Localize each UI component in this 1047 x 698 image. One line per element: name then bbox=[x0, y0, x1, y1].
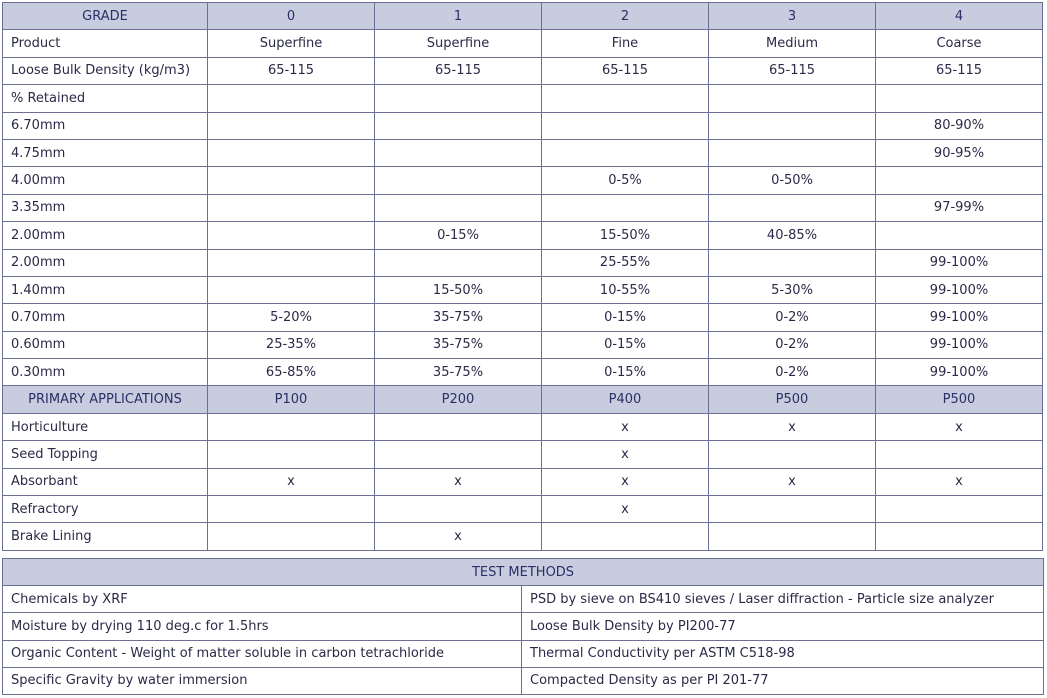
value-cell: x bbox=[876, 468, 1043, 495]
grade-table-body bbox=[3, 3, 1043, 551]
value-cell: x bbox=[542, 441, 709, 468]
test-method-row bbox=[3, 640, 1044, 667]
row-label: 0.70mm bbox=[3, 304, 208, 331]
header-cell: 1 bbox=[375, 3, 542, 30]
header-label: GRADE bbox=[3, 3, 208, 30]
header-cell: P500 bbox=[709, 386, 876, 413]
row-label: Horticulture bbox=[3, 413, 208, 440]
value-cell: 40-85% bbox=[709, 222, 876, 249]
grade-header-row bbox=[3, 3, 1043, 30]
header-cell: P500 bbox=[876, 386, 1043, 413]
value-cell bbox=[375, 112, 542, 139]
value-cell: 97-99% bbox=[876, 194, 1043, 221]
header-cell: P100 bbox=[208, 386, 375, 413]
value-cell: 65-115 bbox=[709, 57, 876, 84]
value-cell: x bbox=[375, 523, 542, 550]
row-label: Brake Lining bbox=[3, 523, 208, 550]
value-cell bbox=[375, 85, 542, 112]
value-cell: 5-30% bbox=[709, 276, 876, 303]
value-cell bbox=[375, 441, 542, 468]
test-method-cell: Loose Bulk Density by PI200-77 bbox=[522, 613, 1044, 640]
test-method-cell: Chemicals by XRF bbox=[3, 586, 522, 613]
value-cell: x bbox=[709, 413, 876, 440]
value-cell: 0-15% bbox=[542, 304, 709, 331]
value-cell: x bbox=[876, 413, 1043, 440]
header-label: PRIMARY APPLICATIONS bbox=[3, 386, 208, 413]
table-row bbox=[3, 167, 1043, 194]
value-cell bbox=[375, 167, 542, 194]
header-cell: P200 bbox=[375, 386, 542, 413]
row-label: Product bbox=[3, 30, 208, 57]
header-cell: 4 bbox=[876, 3, 1043, 30]
value-cell: 0-5% bbox=[542, 167, 709, 194]
test-method-row bbox=[3, 586, 1044, 613]
value-cell bbox=[709, 139, 876, 166]
value-cell bbox=[208, 222, 375, 249]
test-method-cell: Moisture by drying 110 deg.c for 1.5hrs bbox=[3, 613, 522, 640]
value-cell: 15-50% bbox=[542, 222, 709, 249]
value-cell: 65-115 bbox=[208, 57, 375, 84]
value-cell: 0-15% bbox=[375, 222, 542, 249]
test-method-cell: PSD by sieve on BS410 sieves / Laser diffraction - Particle size analyzer bbox=[522, 586, 1044, 613]
test-method-row bbox=[3, 613, 1044, 640]
value-cell bbox=[709, 249, 876, 276]
test-methods-body bbox=[3, 559, 1044, 695]
value-cell bbox=[709, 441, 876, 468]
header-cell: 3 bbox=[709, 3, 876, 30]
table-row bbox=[3, 331, 1043, 358]
table-row bbox=[3, 276, 1043, 303]
test-method-cell: Organic Content - Weight of matter soluble in carbon tetrachloride bbox=[3, 640, 522, 667]
value-cell bbox=[542, 194, 709, 221]
value-cell: Coarse bbox=[876, 30, 1043, 57]
test-methods-table bbox=[2, 558, 1044, 695]
value-cell: 25-35% bbox=[208, 331, 375, 358]
value-cell: 0-15% bbox=[542, 359, 709, 386]
value-cell: 15-50% bbox=[375, 276, 542, 303]
row-label: 1.40mm bbox=[3, 276, 208, 303]
table-row bbox=[3, 112, 1043, 139]
table-row bbox=[3, 222, 1043, 249]
table-row bbox=[3, 304, 1043, 331]
value-cell: 65-115 bbox=[876, 57, 1043, 84]
row-label: 2.00mm bbox=[3, 249, 208, 276]
value-cell bbox=[208, 276, 375, 303]
table-row bbox=[3, 194, 1043, 221]
value-cell bbox=[208, 441, 375, 468]
value-cell bbox=[375, 249, 542, 276]
value-cell: 80-90% bbox=[876, 112, 1043, 139]
value-cell bbox=[208, 249, 375, 276]
row-label: Refractory bbox=[3, 496, 208, 523]
test-method-cell: Thermal Conductivity per ASTM C518-98 bbox=[522, 640, 1044, 667]
value-cell: x bbox=[542, 413, 709, 440]
value-cell: Superfine bbox=[375, 30, 542, 57]
value-cell: 35-75% bbox=[375, 359, 542, 386]
value-cell: 35-75% bbox=[375, 331, 542, 358]
value-cell bbox=[876, 85, 1043, 112]
table-row bbox=[3, 249, 1043, 276]
table-row bbox=[3, 85, 1043, 112]
test-method-cell: Compacted Density as per PI 201-77 bbox=[522, 667, 1044, 694]
value-cell bbox=[208, 194, 375, 221]
value-cell: x bbox=[542, 468, 709, 495]
value-cell bbox=[876, 441, 1043, 468]
row-label: 6.70mm bbox=[3, 112, 208, 139]
value-cell: 0-2% bbox=[709, 331, 876, 358]
value-cell: 0-2% bbox=[709, 304, 876, 331]
value-cell bbox=[208, 523, 375, 550]
application-row bbox=[3, 496, 1043, 523]
value-cell: 0-15% bbox=[542, 331, 709, 358]
row-label: Seed Topping bbox=[3, 441, 208, 468]
value-cell bbox=[542, 85, 709, 112]
table-row bbox=[3, 30, 1043, 57]
value-cell: 99-100% bbox=[876, 276, 1043, 303]
row-label: Loose Bulk Density (kg/m3) bbox=[3, 57, 208, 84]
value-cell: 65-85% bbox=[208, 359, 375, 386]
table-row bbox=[3, 139, 1043, 166]
value-cell bbox=[876, 496, 1043, 523]
value-cell bbox=[375, 413, 542, 440]
table-row bbox=[3, 57, 1043, 84]
row-label: 2.00mm bbox=[3, 222, 208, 249]
value-cell: 99-100% bbox=[876, 249, 1043, 276]
value-cell: 0-2% bbox=[709, 359, 876, 386]
value-cell: x bbox=[709, 468, 876, 495]
value-cell bbox=[709, 112, 876, 139]
value-cell bbox=[876, 167, 1043, 194]
value-cell bbox=[542, 112, 709, 139]
header-cell: 2 bbox=[542, 3, 709, 30]
application-row bbox=[3, 468, 1043, 495]
value-cell bbox=[375, 194, 542, 221]
value-cell: 65-115 bbox=[542, 57, 709, 84]
value-cell bbox=[709, 496, 876, 523]
test-method-row bbox=[3, 667, 1044, 694]
value-cell: 99-100% bbox=[876, 331, 1043, 358]
row-label: 0.60mm bbox=[3, 331, 208, 358]
application-row bbox=[3, 413, 1043, 440]
test-methods-title: TEST METHODS bbox=[3, 559, 1044, 586]
value-cell bbox=[208, 167, 375, 194]
header-cell: 0 bbox=[208, 3, 375, 30]
application-row bbox=[3, 441, 1043, 468]
value-cell bbox=[208, 112, 375, 139]
row-label: % Retained bbox=[3, 85, 208, 112]
test-methods-header-row bbox=[3, 559, 1044, 586]
value-cell bbox=[375, 496, 542, 523]
value-cell: x bbox=[208, 468, 375, 495]
value-cell: x bbox=[542, 496, 709, 523]
row-label: 0.30mm bbox=[3, 359, 208, 386]
value-cell: x bbox=[375, 468, 542, 495]
row-label: Absorbant bbox=[3, 468, 208, 495]
grade-table bbox=[2, 2, 1043, 551]
value-cell bbox=[208, 413, 375, 440]
header-cell: P400 bbox=[542, 386, 709, 413]
value-cell bbox=[542, 139, 709, 166]
value-cell: Fine bbox=[542, 30, 709, 57]
value-cell bbox=[709, 194, 876, 221]
value-cell bbox=[876, 523, 1043, 550]
value-cell bbox=[375, 139, 542, 166]
value-cell bbox=[876, 222, 1043, 249]
value-cell: Superfine bbox=[208, 30, 375, 57]
value-cell: 35-75% bbox=[375, 304, 542, 331]
value-cell bbox=[208, 85, 375, 112]
table-row bbox=[3, 359, 1043, 386]
value-cell: 0-50% bbox=[709, 167, 876, 194]
row-label: 3.35mm bbox=[3, 194, 208, 221]
value-cell bbox=[709, 85, 876, 112]
row-label: 4.75mm bbox=[3, 139, 208, 166]
value-cell: 65-115 bbox=[375, 57, 542, 84]
value-cell: 25-55% bbox=[542, 249, 709, 276]
value-cell: Medium bbox=[709, 30, 876, 57]
value-cell: 10-55% bbox=[542, 276, 709, 303]
value-cell: 99-100% bbox=[876, 359, 1043, 386]
value-cell: 99-100% bbox=[876, 304, 1043, 331]
application-row bbox=[3, 523, 1043, 550]
value-cell: 5-20% bbox=[208, 304, 375, 331]
value-cell bbox=[208, 496, 375, 523]
value-cell: 90-95% bbox=[876, 139, 1043, 166]
row-label: 4.00mm bbox=[3, 167, 208, 194]
value-cell bbox=[542, 523, 709, 550]
applications-header-row bbox=[3, 386, 1043, 413]
value-cell bbox=[709, 523, 876, 550]
test-method-cell: Specific Gravity by water immersion bbox=[3, 667, 522, 694]
value-cell bbox=[208, 139, 375, 166]
